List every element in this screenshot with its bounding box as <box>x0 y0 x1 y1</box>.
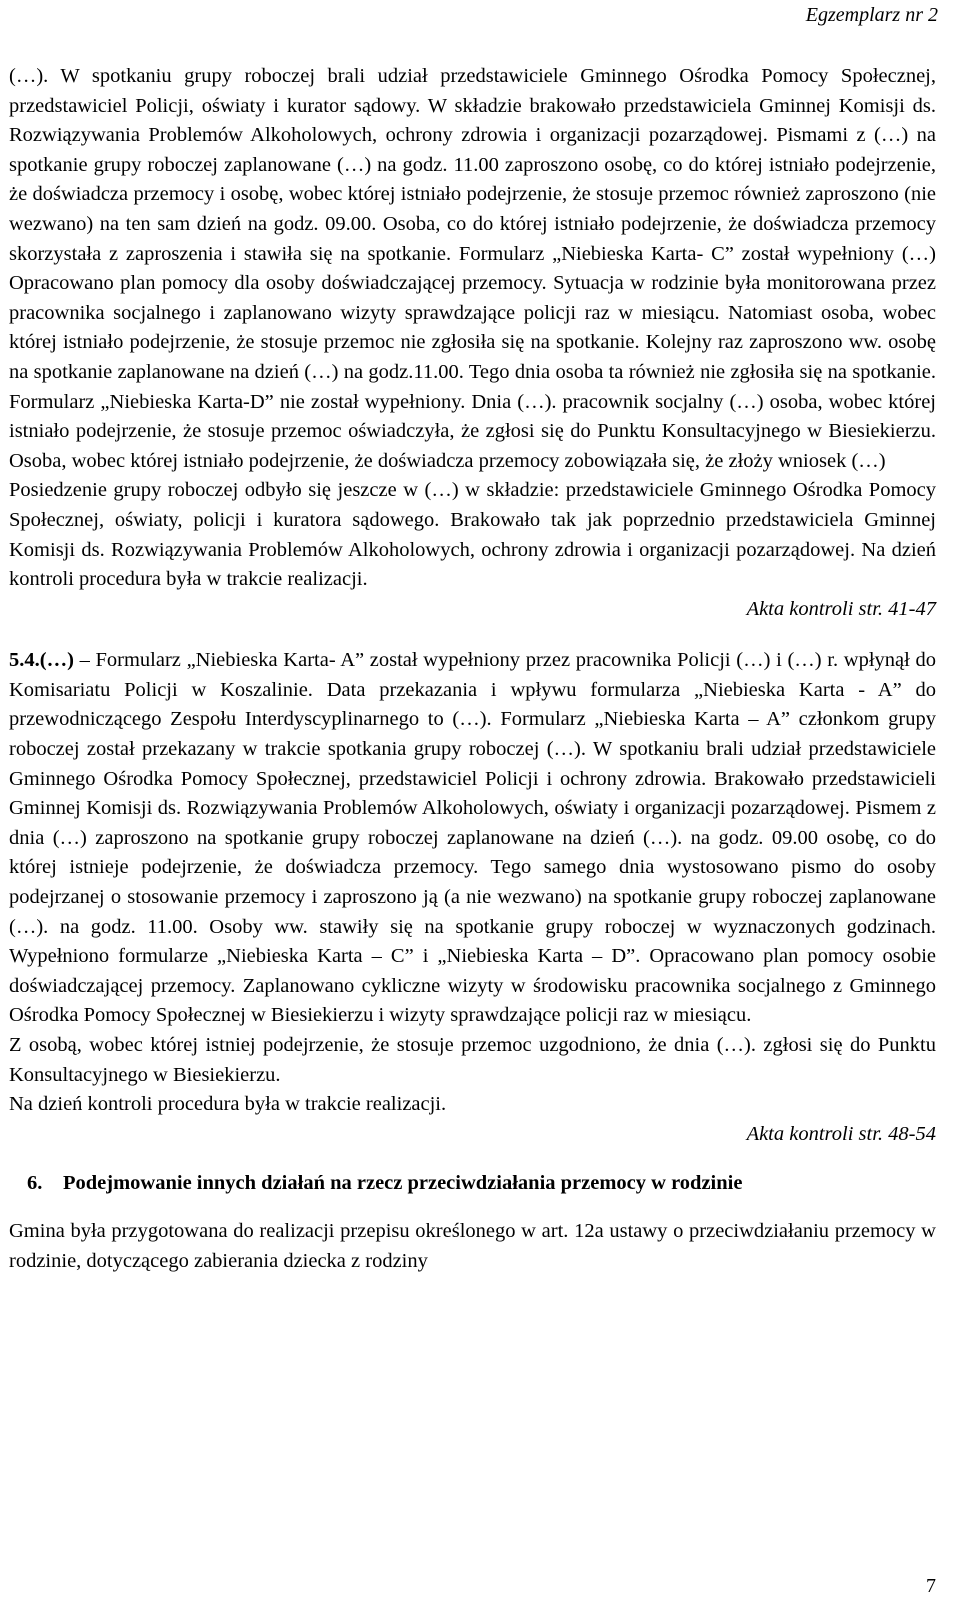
paragraph-5-4 <box>9 646 936 1031</box>
spacer <box>9 624 936 646</box>
section-number-6: 6. <box>27 1172 43 1195</box>
reference-akta-41-47: Akta kontroli str. 41-47 <box>746 597 936 620</box>
paragraph-status: Na dzień kontroli procedura była w trakcie realizacji. <box>9 1093 447 1116</box>
section-title-6: Podejmowanie innych działań na rzecz przeciwdziałania przemocy w rodzinie <box>63 1172 743 1195</box>
page-number: 7 <box>926 1575 936 1597</box>
paragraph-5-4-text: – Formularz „Niebieska Karta- A” został wypełniony przez pracownika Policji (…) i (…) r. wpłynął do Komisariatu Policji w Koszalinie. Data przekazania i wpływu formularza „Niebieska Karta - A” do przewodniczącego Zespołu Interdyscyplinarnego to (…). Formularz „Niebieska Karta – A” członkom grupy roboczej został przekazany w trakcie spotkania grupy roboczej (…). W spotkaniu brali udział przedstawiciele Gminnego Ośrodka Pomocy Społecznej, przedstawiciel Policji i ochrony zdrowia. Brakowało przedstawicieli Gminnej Komisji ds. Rozwiązywania Problemów Alkoholowych, oświaty i organizacji pozarządowej. Pismem z dnia (…) zaproszono na spotkanie grupy roboczej zaplanowane na dzień (…). na godz. 09.00 osobę, co do której istnieje podejrzenie, że doświadcza przemocy. Tego samego dnia wystosowano pismo do osoby podejrzanej o stosowanie przemocy i zaproszono ją (a nie wezwano) na spotkanie grupy roboczej zaplanowane (…). na godz. 11.00. Osoby ww. stawiły się na spotkanie grupy roboczej w wyznaczonych godzinach. Wypełniono formularze „Niebieska Karta – C” i „Niebieska Karta – D”. Opracowano plan pomocy osobie doświadczającej przemocy. Zaplanowano cykliczne wizyty w środowisku pracownika socjalnego z Gminnego Ośrodka Pomocy Społecznej w Biesiekierzu i wizyty sprawdzające policji raz w miesiącu. <box>9 649 936 1027</box>
reference-akta-48-54: Akta kontroli str. 48-54 <box>746 1122 936 1145</box>
paragraph-gmina: Gmina była przygotowana do realizacji przepisu określonego w art. 12a ustawy o przeciwdziałaniu przemocy w rodzinie, dotyczącego zabierania dziecka z rodziny <box>9 1219 936 1272</box>
paragraph-grupa-robocza: (…). W spotkaniu grupy roboczej brali udział przedstawiciele Gminnego Ośrodka Pomocy Społecznej, przedstawiciel Policji, oświaty i kurator sądowy. W składzie brakowało przedstawiciela Gminnej Komisji ds. Rozwiązywania Problemów Alkoholowych, ochrony zdrowia i organizacji pozarządowej. Pismami z (…) na spotkanie grupy roboczej zaplanowane (…) na godz. 11.00 zaproszono osobę, co do której istniało podejrzenie, że doświadcza przemocy i osobę, wobec której istniało podejrzenie, że stosuje przemoc również zaproszono (nie wezwano) na ten sam dzień na godz. 09.00. Osoba, co do której istniało podejrzenie, że doświadcza przemocy skorzystała z zaproszenia i stawiła się na spotkanie. Formularz „Niebieska Karta- C” został wypełniony (…) Opracowano plan pomocy dla osoby doświadczającej przemocy. Sytuacja w rodzinie była monitorowana przez pracownika socjalnego i zaplanowano wizyty sprawdzające policji raz w miesiącu. Natomiast osoba, wobec której istniało podejrzenie, że stosuje przemoc nie zgłosiła się na spotkanie. Kolejny raz zaproszono ww. osobę na spotkanie zaplanowane na dzień (…) na godz.11.00. Tego dnia osoba ta również nie zgłosiła się na spotkanie. Formularz „Niebieska Karta-D” nie został wypełniony. Dnia (…). pracownik socjalny (…) osoba, wobec której istniało podejrzenie, że stosuje przemoc oświadczyła, że zgłosi się do Punktu Konsultacyjnego w Biesiekierzu. Osoba, wobec której istniało podejrzenie, że doświadcza przemocy zobowiązała się, że złoży wniosek (…) <box>9 65 936 472</box>
section-number-5-4: 5.4.(…) <box>9 649 74 672</box>
paragraph-posiedzenie: Posiedzenie grupy roboczej odbyło się jeszcze w (…) w składzie: przedstawiciele Gminnego Ośrodka Pomocy Społecznej, oświaty, policji i kuratora sądowego. Brakowało tak jak poprzednio przedstawiciela Gminnej Komisji ds. Rozwiązywania Problemów Alkoholowych, ochrony zdrowia i organizacji pozarządowej. Na dzień kontroli procedura była w trakcie realizacji. <box>9 479 936 591</box>
spacer <box>9 1149 936 1169</box>
paragraph-uzgodnienie: Z osobą, wobec której istniej podejrzenie, że stosuje przemoc uzgodniono, że dnia (…). zgłosi się do Punktu Konsultacyjnego w Biesiekierzu. <box>9 1034 936 1086</box>
document-body <box>9 62 936 1276</box>
spacer <box>9 1199 936 1217</box>
section-heading-6 <box>9 1169 936 1199</box>
copy-number-header: Egzemplarz nr 2 <box>805 4 938 26</box>
